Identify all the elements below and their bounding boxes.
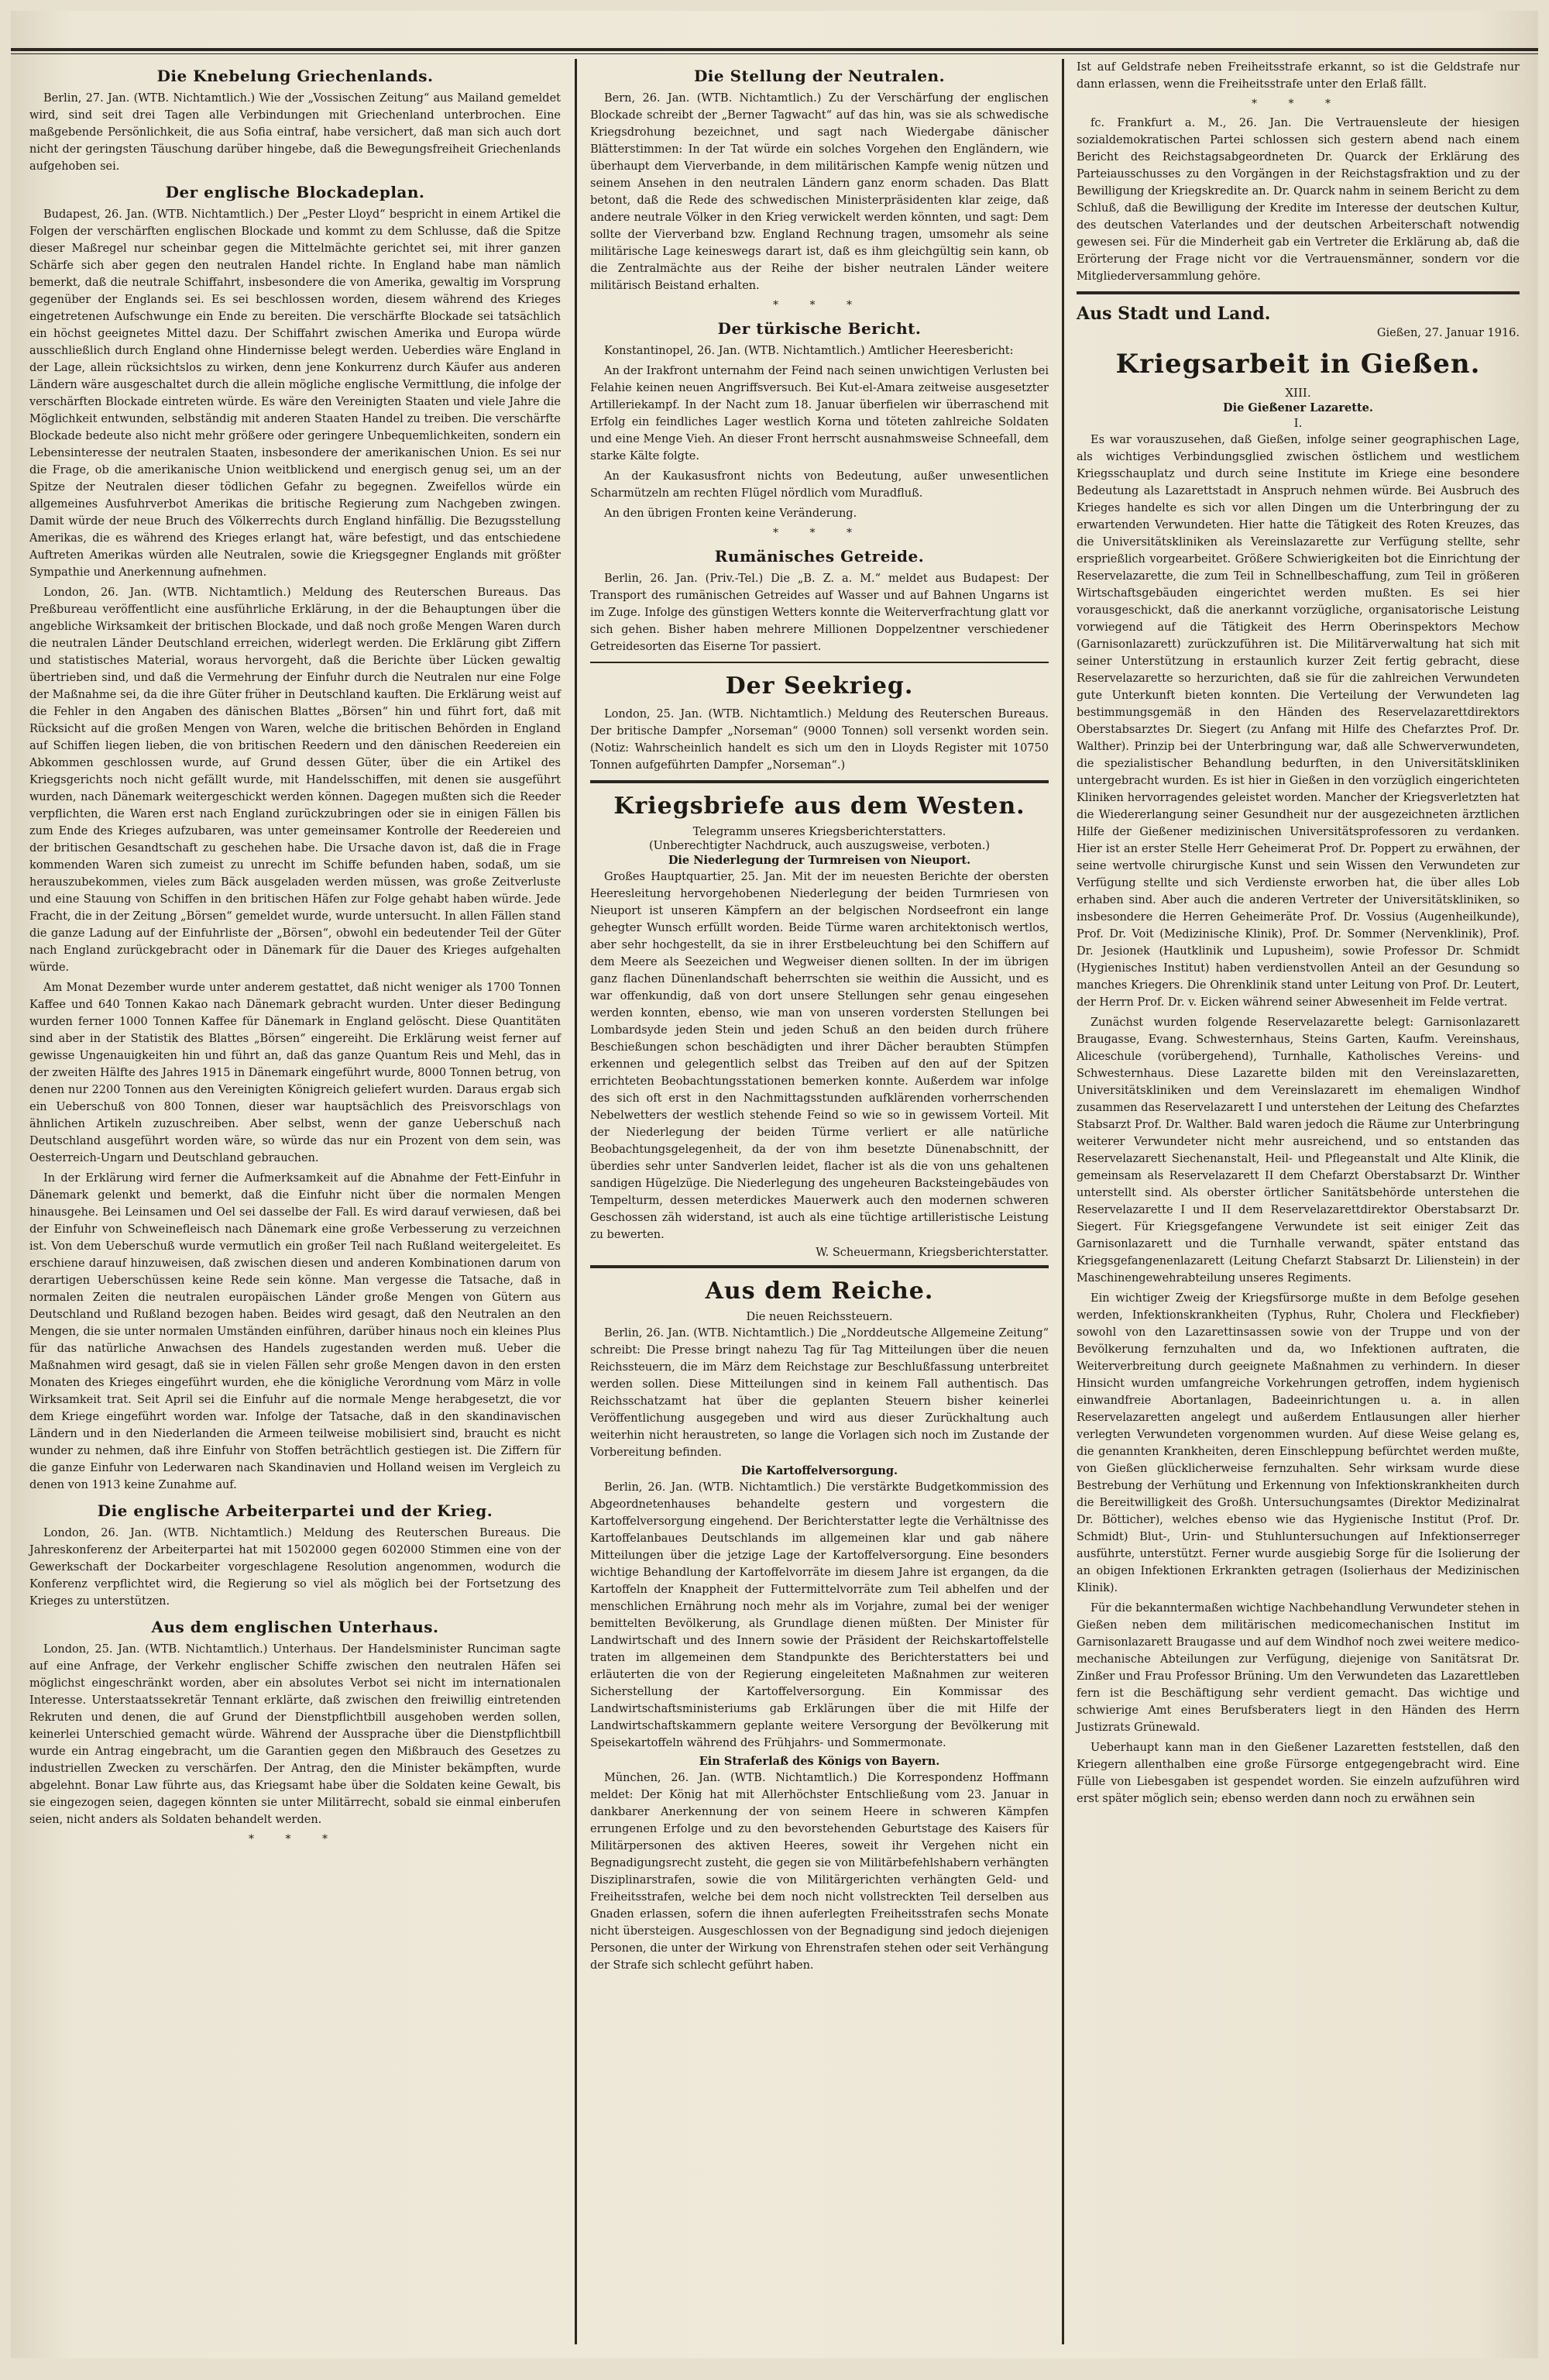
part-number: I. xyxy=(1293,416,1303,430)
section-rule xyxy=(590,662,1049,663)
article-paragraph: Berlin, 26. Jan. (Priv.-Tel.) Die „B. Z. a. M.“ meldet aus Budapest: Der Transport des rumänischen Getreides auf Wasser und auf Bahnen Ungarns ist im Zuge. Infolge des günstigen Wetters konnte die Weiterverfrachtung glatt vor sich gehen. Bisher haben mehrere Millionen Doppelzentner verschiedener Getreidesorten das Eiserne Tor passiert. xyxy=(590,573,1049,653)
section-headline: Kriegsarbeit in Gießen. xyxy=(1115,349,1481,380)
article-subheadline: Die Gießener Lazarette. xyxy=(1223,401,1373,414)
article-paragraph: London, 26. Jan. (WTB. Nichtamtlich.) Meldung des Reuterschen Bureaus. Das Preßbureau veröffentlicht eine ausführliche Erklärung, in der die Behauptungen über die angebliche Wirksamkeit der britischen Blockade, und daß noch große Mengen Waren durch die neutralen Länder Deutschland erreichen, widerlegt werden. Die Erklärung gibt Ziffern und statistisches Material, woraus hervorgeht, daß die Berichte über Lücken gewaltig übertrieben sind, und daß die Vermehrung der Einfuhr durch die Neutralen nur eine Folge der Maßnahme sei, da die ihre Güter früher in Deutschland kauften. Die Erklärung weist auf die Fehler in den Angaben des dänischen Blattes „Börsen“ hin und führt fort, daß mit Rücksicht auf die großen Mengen von Waren, welche die britischen Behörden in England auf Schiffen liegen lieben, die von britischen Reedern und den dänischen Reedereien ein Abkommen geschlossen wurde, auf Grund dessen Güter, über die ein Artikel des Kriegsgerichts noch nicht gefällt wurde, mit Handelsschiffen, mit denen sie ausgeführt wurden, nach Dänemark weitergeschickt werden können. Dagegen mußten sich die Reeder verpflichten, die Waren erst nach England zurückzubringen oder sie in einigen Fällen bis zum Ende des Krieges aufzubaren, was unter gemeinsamer Kontrolle der Reedereien und der britischen Gesandtschaft zu geschehen habe. Die Ursache davon ist, daß die in Frage kommenden Waren sich zumeist zu unrecht im Schiffe befunden haben, sodaß, um sie herauszubekommen, vieles zum Bäck ausgeladen werden müssen, was große Zeitverluste und eine Stauung von Schiffen in den britischen Häfen zur Folge gehabt haben würde. Jede Fracht, die in der Zeitung „Börsen“ gemeldet wurde, wurde untersucht. In allen Fällen stand die ganze Ladung auf der Einfuhrliste der „Börsen“, obwohl ein bedeutender Teil der Güter nach England zurückgebracht oder in Dänemark für die Dauer des Krieges aufgehalten würde. xyxy=(29,586,561,974)
article-paragraph: Es war vorauszusehen, daß Gießen, infolge seiner geographischen Lage, als wichtiges Verbindungsglied zwischen östlichem und westlichem Kriegsschauplatz und durch seine Institute im Kriege eine besondere Bedeutung als Lazarettstadt in Anspruch nehmen würde. Bei Ausbruch des Krieges handelte es sich vor allen Dingen um die Unterbringung der zu erwartenden Verwundeten. Hier hatte die Tätigkeit des Roten Kreuzes, das die Universitätskliniken als Vereinslazarette zur Verfügung stellte, sehr ersprießlich vorgearbeitet. Größere Schwierigkeiten bot die Einrichtung der Reservelazarette, die zum Teil in Schnellbeschaffung, zum Teil in größeren Wirtschaftsgebäuden eingerichtet werden mußten. Es sei hier vorausgeschickt, daß die anerkannt vorzügliche, organisatorische Leistung vorwiegend auf die Tätigkeit des Herrn Oberinspektors Mechow (Garnisonlazarett) zurückzuführen ist. Die Militärverwaltung hat sich mit seiner Unterstützung in erstaunlich kurzer Zeit fertig gebracht, diese Reservelazarette so herzurichten, daß sie für die zahlreichen Verwundeten gute Unterkunft bieten konnten. Die Verteilung der Verwundeten lag bestimmungsgemäß in den Händen des Reservelazarettdirektors Oberstabsarztes Dr. Siegert (zu Anfang mit Hilfe des Chefarztes Prof. Dr. Walther). Prinzip bei der Unterbringung war, daß alle Schwerverwundeten, die spezialistischer Behandlung bedurften, in den Universitätskliniken untergebracht wurden. Es ist hier in Gießen in den vorzüglich eingerichteten Kliniken hervorragendes geleistet worden. Mancher der Kriegsverletzten hat die Wiedererlangung seiner Gesundheit nur der ausgezeichneten ärztlichen Hilfe der Gießener medizinischen Universitätsprofessoren zu verdanken. Hier ist an erster Stelle Herr Geheimerat Prof. Dr. Poppert zu erwähnen, der seine wertvolle chirurgische Kunst und sein Wissen den Verwundeten zur Verfügung stellte und sich Verdienste erworben hat, die über alles Lob erhaben sind. Aber auch die anderen Vertreter der Universitätskliniken, so insbesondere die Herren Geheimeräte Prof. Dr. Vossius (Augenheilkunde), Prof. Dr. Voit (Medizinische Klinik), Prof. Dr. Sommer (Nervenklinik), Prof. Dr. Jesionek (Hautklinik und Lupusheim), sowie Professor Dr. Schmidt (Hygienisches Institut) haben verdienstvollen Anteil an der Gesundung so manches Kriegers. Die Ohrenklinik stand unter Leitung von Prof. Dr. Leutert, der Herrn Prof. Dr. v. Eicken während seiner Abwesenheit im Felde vertrat. xyxy=(1077,434,1520,1009)
article-paragraph: Ist auf Geldstrafe neben Freiheitsstrafe erkannt, so ist die Geldstrafe nur dann erlassen, wenn die Freiheitsstrafe unter den Erlaß fällt. xyxy=(1077,61,1520,91)
article-headline: Aus dem englischen Unterhaus. xyxy=(151,1618,439,1636)
article-paragraph: An der Irakfront unternahm der Feind nach seinen unwichtigen Verlusten bei Felahie keinen neuen Angriffsversuch. Bei Kut-el-Amara zeitweise ausgesetzter Artilleriekampf. In der Nacht zum 18. Januar überfielen wir überraschend mit Erfolg ein feindliches Lager westlich Korna und töteten zahlreiche Soldaten und eine Menge Vieh. An dieser Front herrscht ausnahmsweise Schneefall, dem starke Kälte folgte. xyxy=(590,365,1049,463)
section-rule xyxy=(590,1265,1049,1268)
article-paragraph: Großes Hauptquartier, 25. Jan. Mit der im neuesten Berichte der obersten Heeresleitung hervorgehobenen Niederlegung der beiden Turmriesen von Nieuport ist unseren Kämpfern an der belgischen Nordseefront ein lange gehegter Wunsch erfüllt worden. Beide Türme waren architektonisch wertlos, aber sehr hochgestellt, da sie in ihrer Erstbeleuchtung bei den Schiffern auf dem Meere als Seezeichen und Wegweiser dienen sollten. In der im übrigen ganz flachen Dünenlandschaft beherrschten sie weithin die Aussicht, und es war offenkundig, daß von dort unsere Stellungen sehr genau eingesehen werden konnten, ebenso, wie man von unseren vordersten Stellungen bei Lombardsyde jeden Stein und jeden Schuß an den beiden durch frühere Beschießungen schon beschädigten und ihrer Dächer beraubten Stümpfen erkennen und gelegentlich selbst das Treiben auf den auf der Spitzen errichteten Beobachtungsstationen bemerken konnte. Außerdem war infolge des sich oft erst in den Nachmittagsstunden aufklärenden vorherrschenden Nebelwetters der westlich stehende Feind so wie so in gewissem Vorteil. Mit der Niederlegung der beiden Türme verliert er alle natürliche Beobachtungsgelegenheit, da der von ihm besetzte Dünenabschnitt, der überdies sehr unter Sandverlen leidet, flacher ist als die von uns gehaltenen sandigen Hügelzüge. Die Niederlegung des ungeheuren Backsteingebäudes von Tempelturm, dessen meterdickes Mauerwerk auch den modernen schweren Geschossen zäh widerstand, ist auch als eine tüchtige artilleristische Leistung zu bewerten. xyxy=(590,871,1049,1241)
article-paragraph: München, 26. Jan. (WTB. Nichtamtlich.) Die Korrespondenz Hoffmann meldet: Der König hat mit Allerhöchster Entschließung vom 23. Januar in dankbarer Anerkennung der von seinem Heere in schweren Kämpfen errungenen Erfolge und zu den bevorstehenden Geburtstage des Kaisers für Militärpersonen des aktiven Heeres, soweit ihr Vergehen nicht ein Begnadigungsrecht zusteht, die gegen sie von Militärbefehlshabern verhängten Disziplinarstrafen, sowie die von Militärgerichten verhängten Geld- und Freiheitsstrafen, welche bei dem noch nicht vollstreckten Teil derselben aus Gnaden erlassen, sofern die ihnen auferlegten Freiheitsstrafen sechs Monate nicht übersteigen. Ausgeschlossen von der Begnadigung sind jedoch diejenigen Personen, die unter der Wirkung von Ehrenstrafen stehen oder seit Verhängung der Strafe sich schlecht geführt haben. xyxy=(590,1772,1049,1972)
separator-stars: * * * xyxy=(773,527,866,539)
article-paragraph: Konstantinopel, 26. Jan. (WTB. Nichtamtlich.) Amtlicher Heeresbericht: xyxy=(604,345,1014,357)
article-paragraph: Zunächst wurden folgende Reservelazarette belegt: Garnisonlazarett Braugasse, Evang. Schwesternhaus, Steins Garten, Kaufm. Vereinshaus, Aliceschule (vorübergehend), Turnhalle, Katholisches Vereins- und Schwesternhaus. Diese Lazarette bilden mit den Vereinslazaretten, Universitätskliniken und dem Vereinslazarett im ehemaligen Windhof zusammen das Reservelazarett I und unterstehen der Leitung des Chefarztes Stabsarzt Prof. Dr. Walther. Bald waren jedoch die Räume zur Unterbringung weiterer Verwundeter nicht mehr ausreichend, und so entstanden das Reservelazarett Siechenanstalt, Heil- und Pflegeanstalt und Alte Klinik, die gemeinsam als Reservelazarett II dem Chefarzt Oberstabsarzt Dr. Winther unterstellt sind. Als oberster örtlicher Sanitätsbehörde unterstehen die Reservelazarette I und II dem Reservelazarettdirektor Oberstabsarzt Dr. Siegert. Für Kriegsgefangene Verwundete ist seit einiger Zeit das Garnisonlazarett und die Turnhalle verwandt, später entstand das Kriegsgefangenenlazarett (Leitung Chefarzt Stabsarzt Dr. Lilienstein) in der Maschinengewehrabteilung unseres Regiments. xyxy=(1077,1016,1520,1285)
article-paragraph: Ein wichtiger Zweig der Kriegsfürsorge mußte in dem Befolge gesehen werden, Infektionskrankheiten (Typhus, Ruhr, Cholera und Fleckfieber) sowohl von den Lazarettinsassen sowie von der Truppe und von der Bevölkerung fernzuhalten und da, wo Infektionen auftraten, die Weiterverbreitung durch geeignete Maßnahmen zu verhindern. In dieser Hinsicht wurden umfangreiche Vorkehrungen getroffen, indem hygienisch einwandfreie Abortanlagen, Badeeinrichtungen u. a. in allen Reservelazaretten angelegt und außerdem Entlausungen aller hierher verlegten Verwundeten vorgenommen wurden. Auf diese Weise gelang es, die genannten Krankheiten, deren Einschleppung befürchtet werden mußte, von Gießen glücklicherweise fernzuhalten. Sehr wirksam wurde diese Bestrebung der Verhütung und Erkennung von Infektionskrankheiten durch die Bereitwilligkeit des Großh. Untersuchungsamtes (Direktor Medizinalrat Dr. Bötticher), welches ebenso wie das Hygienische Institut (Prof. Dr. Schmidt) Blut-, Urin- und Stuhluntersuchungen auf Infektionserreger ausführte, unterstützt. Ferner wurde ausgiebig Sorge für die Isolierung der an obigen Infektionen Erkrankten getragen (Isolierhaus der Medizinischen Klinik). xyxy=(1077,1292,1520,1594)
article-subheadline: Die Niederlegung der Turmreisen von Nieuport. xyxy=(668,854,971,867)
article-subheadline: Die neuen Reichssteuern. xyxy=(746,1311,893,1323)
article-paragraph: Am Monat Dezember wurde unter anderem gestattet, daß nicht weniger als 1700 Tonnen Kaffee und 640 Tonnen Kakao nach Dänemark gebracht wurden. Unter dieser Bedingung wurden ferner 1000 Tonnen Kaffee für Dänemark in England gelöscht. Diese Quantitäten sind aber in der Statistik des Blattes „Börsen“ eingereiht. Die Erklärung weist ferner auf gewisse Ungenauigkeiten hin und führt an, daß das ganze Quantum Reis und Mehl, das in der zweiten Hälfte des Jahres 1915 in Dänemark eingeführt wurde, 8000 Tonnen betrug, von denen nur 2200 Tonnen aus den Vereinigten Königreich geliefert wurden. Daraus ergab sich ein Ueberschuß von 800 Tonnen, dieser war hauptsächlich des Preisvorschlags von ähnlichen Artikeln zuzuschreiben. Aber selbst, wenn der ganze Ueberschuß nach Deutschland ausgeführt worden wäre, so würde das nur ein Prozent von dem sein, was Oesterreich-Ungarn und Deutschland gebrauchen. xyxy=(29,982,561,1164)
article-paragraph: Für die bekanntermaßen wichtige Nachbehandlung Verwundeter stehen in Gießen neben dem militärischen medicomechanischen Institut im Garnisonlazarett Braugasse und auf dem Windhof noch zwei weitere medico-mechanische Abteilungen zur Verfügung, diejenige von Sanitätsrat Dr. Zinßer und Frau Professor Brüning. Um den Verwundeten das Lazarettleben fern ist die Beschäftigung sehr verdient gemacht. Das wichtige und schwierige Amt eines Berufsberaters liegt in den Händen des Herrn Justizrats Grünewald. xyxy=(1077,1602,1520,1734)
article-paragraph: An der Kaukasusfront nichts von Bedeutung, außer unwesentlichen Scharmützeln am rechten Flügel nördlich vom Muradfluß. xyxy=(590,470,1049,500)
article-paragraph: London, 26. Jan. (WTB. Nichtamtlich.) Meldung des Reuterschen Bureaus. Die Jahreskonferenz der Arbeiterpartei hat mit 1502000 gegen 602000 Stimmen eine von der Gewerkschaft der Dockarbeiter vorgeschlagene Resolution angenommen, wodurch die Konferenz verpflichtet wird, die Regierung so viel als möglich bei der Fortsetzung des Krieges zu unterstützen. xyxy=(29,1527,561,1608)
section-title-bar xyxy=(1077,304,1520,324)
masthead-rule xyxy=(11,48,1538,51)
column-rule xyxy=(575,59,577,2344)
article-headline: Der türkische Bericht. xyxy=(717,319,922,338)
section-rule xyxy=(1077,291,1520,294)
article-paragraph: Berlin, 26. Jan. (WTB. Nichtamtlich.) Die „Norddeutsche Allgemeine Zeitung“ schreibt: Die Presse bringt nahezu Tag für Tag Mitteilungen über die neuen Reichssteuern, die im März dem Reichstage zur Beschlußfassung unterbreitet werden sollen. Diese Mitteilungen sind in keinem Fall authentisch. Das Reichsschatzamt hat über die geplanten Steuern bisher keinerlei Veröffentlichung ausgegeben und wird aus dieser Zurückhaltung auch weiterhin nicht heraustreten, so lange die Vorlagen sich noch im Zustande der Vorbereitung befinden. xyxy=(590,1327,1049,1459)
article-headline: Die Knebelung Griechenlands. xyxy=(156,67,434,85)
article-paragraph: Ueberhaupt kann man in den Gießener Lazaretten feststellen, daß den Kriegern allenthalben eine große Fürsorge entgegengebracht wird. Eine Fülle von Liebesgaben ist gespendet worden. Sie einzeln aufzuführen wird erst später möglich sein; ebenso werden dann noch zu erwähnen sein xyxy=(1077,1742,1520,1805)
series-number: XIII. xyxy=(1285,386,1311,400)
article-subheadline: Die Kartoffelversorgung. xyxy=(740,1464,898,1477)
article-paragraph: London, 25. Jan. (WTB. Nichtamtlich.) Meldung des Reuterschen Bureaus. Der britische Dampfer „Norseman“ (9000 Tonnen) soll versenkt worden sein. (Notiz: Wahrscheinlich handelt es sich um den in Lloyds Register mit 10750 Tonnen aufgeführten Dampfer „Norseman“.) xyxy=(590,708,1049,772)
column-1 xyxy=(19,59,572,2347)
article-headline: Rumänisches Getreide. xyxy=(714,547,925,566)
article-paragraph: London, 25. Jan. (WTB. Nichtamtlich.) Unterhaus. Der Handelsminister Runciman sagte auf eine Anfrage, der Verkehr englischer Schiffe zwischen den neutralen Häfen sei möglichst eingeschränkt worden, aber ein absolutes Verbot sei nicht im internationalen Interesse. Unterstaatssekretär Tennant erklärte, daß zwischen den freiwillig eintretenden Rekruten und denen, die auf Grund der Dienstpflichtbill ausgehoben werden sollen, keinerlei Unterschied gemacht würde. Während der Aussprache über die Dienstpflichtbill wurde ein Antrag eingebracht, um die Garantien gegen den Mißbrauch des Gesetzes zu industriellen Zwecken zu verschärfen. Der Antrag, den die Minister bekämpften, wurde abgelehnt. Bonar Law führte aus, das Kriegsamt habe über die Soldaten keine Gewalt, bis sie eingezogen seien, dagegen könnten sie unter Militärrecht, sobald sie einmal einberufen seien, nicht anders als Soldaten behandelt werden. xyxy=(29,1643,561,1826)
article-headline: Die englische Arbeiterpartei und der Krieg. xyxy=(97,1501,493,1520)
separator-stars: * * * xyxy=(249,1833,342,1845)
section-headline: Kriegsbriefe aus dem Westen. xyxy=(613,793,1025,820)
article-paragraph: In der Erklärung wird ferner die Aufmerksamkeit auf die Abnahme der Fett-Einfuhr in Dänemark gelenkt und bemerkt, daß die Einfuhr nicht über die normalen Mengen hinausgehe. Bei Leinsamen und Oel sei dasselbe der Fall. Es wird darauf verwiesen, daß bei der Einfuhr von Schweinefleisch nach Dänemark eine große Verbesserung zu verzeichnen ist. Von dem Ueberschuß wurde vermutlich ein großer Teil nach Rußland weitergeleitet. Es erschiene darauf hinzuweisen, daß zwischen diesen und anderen Kombinationen darum von derartigen Ueberschüssen keine Rede sein könne. Man vergesse die Tatsache, daß in normalen Zeiten die neutralen europäischen Länder große Mengen von Gütern aus Deutschland und Rußland bezogen haben. Beides wird gesagt, daß den Neutralen an den Mengen, die sie unter normalen Umständen einführen, darüber hinaus noch ein kleines Plus für das natürliche Anwachsen des Handels zugestanden werden muß. Ueber die Maßnahmen wird gesagt, daß sie in vielen Fällen sehr große Mengen davon in den ersten Monaten des Krieges eingeführt wurden, ehe die königliche Verordnung vom März in volle Wirksamkeit trat. Seit April sei die Einfuhr auf die normale Menge herabgesetzt, die vor dem Kriege eingeführt worden war. Infolge der Tatsache, daß in den skandinavischen Ländern und in den Niederlanden die Armeen teilweise mobilisiert sind, braucht es nicht wunder zu nehmen, daß ihre Einfuhr von Stoffen beträchtlich gestiegen ist. Die Ziffern für die ganze Einfuhr von Lederwaren nach Skandinavien und Holland weisen im Vergleich zu denen von 1913 keine Zunahme auf. xyxy=(29,1172,561,1491)
column-rule xyxy=(1062,59,1064,2344)
masthead-rule-thin xyxy=(11,53,1538,54)
article-paragraph: An den übrigen Fronten keine Veränderung. xyxy=(604,507,857,520)
article-notice: (Unberechtigter Nachdruck, auch auszugsweise, verboten.) xyxy=(649,840,990,852)
column-2 xyxy=(579,59,1060,2347)
separator-stars: * * * xyxy=(1252,98,1345,110)
separator-stars: * * * xyxy=(773,299,866,311)
article-paragraph: Bern, 26. Jan. (WTB. Nichtamtlich.) Zu der Verschärfung der englischen Blockade schreibt der „Berner Tagwacht“ auf das hin, was sie als schwedische Kriegsdrohung bezeichnet, und sagt nach Wiedergabe dänischer Blätterstimmen: In der Tat würde ein solches Vorgehen den Engländern, wie überhaupt dem Vierverbande, in dem militärischen Kampfe wenig nützen und seinem Ansehen in den neutralen Ländern ganz enorm schaden. Das Blatt betont, daß die Rede des schwedischen Ministerpräsidenten klar zeige, daß andere neutrale Völker in den Krieg verwickelt werden könnten, und sagt: Dem sollte der Vierverband bzw. England Rechnung tragen, umsomehr als seine militärische Lage keineswegs darart ist, daß es ihm gleichgültig sein kann, ob die Zentralmächte aus der Reihe der bisher neutralen Länder weitere militärisch Beistand erhalten. xyxy=(590,92,1049,292)
section-title: Aus Stadt und Land. xyxy=(1077,304,1271,324)
column-3 xyxy=(1066,59,1530,2347)
article-paragraph: fc. Frankfurt a. M., 26. Jan. Die Vertrauensleute der hiesigen sozialdemokratischen Partei schlossen sich gestern abend nach einem Bericht des Reichstagsabgeordneten Dr. Quarck der Erklärung des Parteiausschusses zu den Vorgängen in der Reichstagsfraktion und zu der Bewilligung der Kriegskredite an. Dr. Quarck nahm in seinem Bericht zu dem Schluß, daß die Bewilligung der Kredite im Interesse der deutschen Kultur, des deutschen Vaterlandes und der deutschen Arbeiterschaft notwendig gewesen sei. Für die Minderheit gab ein Vertreter die Erklärung ab, daß die Erörterung der Frage nicht vor die Vertrauensmänner, sondern vor die Mitgliederversammlung gehöre. xyxy=(1077,117,1520,283)
article-headline: Die Stellung der Neutralen. xyxy=(693,67,946,85)
section-headline: Aus dem Reiche. xyxy=(705,1278,934,1305)
article-byline: W. Scheuermann, Kriegsberichterstatter. xyxy=(816,1247,1049,1259)
dateline: Gießen, 27. Januar 1916. xyxy=(1376,327,1520,339)
article-paragraph: Berlin, 27. Jan. (WTB. Nichtamtlich.) Wie der „Vossischen Zeitung“ aus Mailand gemeldet wird, sind seit drei Tagen alle Verbindungen mit Griechenland unterbrochen. Eine maßgebende Persönlichkeit, die aus Sofia eintraf, habe versichert, daß man sich auch dort nicht der geringsten Täuschung darüber hingebe, daß die Bewegungsfreiheit Griechenlands aufgehoben sei. xyxy=(29,92,561,173)
article-paragraph: Berlin, 26. Jan. (WTB. Nichtamtlich.) Die verstärkte Budgetkommission des Abgeordnetenhauses behandelte gestern und vorgestern die Kartoffelversorgung eingehend. Der Berichterstatter legte die Verhältnisse des Kartoffelanbaues Deutschlands im allgemeinen klar und gab nähere Mitteilungen über die jetzige Lage der Kartoffelversorgung. Eine besonders wichtige Behandlung der Kartoffelvorräte im diesem Jahre ist ergangen, da die Kartoffeln der Knappheit der Futtermittelvorräte zum Teil abhelfen und der menschlichen Ernährung noch mehr als im Vorjahre, zumal bei der weniger bemittelten Bevölkerung, als Grundlage dienen müßten. Der Minister für Landwirtschaft und des Innern sowie der Präsident der Reichskartoffelstelle traten im allgemeinen dem Standpunkte des Berichterstatters bei und erläuterten die von der Regierung eingeleiteten Maßnahmen zur weiteren Sicherstellung der Kartoffelversorgung. Ein Kommissar des Landwirtschaftsministeriums gab Erklärungen über die mit Hilfe der Landwirtschaftskammern geplante weitere Versorgung der Bevölkerung mit Speisekartoffeln während des Frühjahrs- und Sommermonate. xyxy=(590,1481,1049,1749)
article-headline: Der englische Blockadeplan. xyxy=(165,183,425,201)
section-rule xyxy=(590,780,1049,783)
section-headline: Der Seekrieg. xyxy=(725,672,914,700)
article-subheadline: Telegramm unseres Kriegsberichterstatters. xyxy=(692,826,946,838)
newspaper-page xyxy=(11,11,1538,2358)
article-subheadline: Ein Straferlaß des Königs von Bayern. xyxy=(699,1755,940,1768)
article-paragraph: Budapest, 26. Jan. (WTB. Nichtamtlich.) Der „Pester Lloyd“ bespricht in einem Artikel die Folgen der verschärften englischen Blockade und kommt zu dem Schlusse, daß die Spitze dieser Maßregel nur scheinbar gegen die Mittelmächte gerichtet sei, mit ihrer ganzen Schärfe sich aber gegen den neutralen Handel richte. In England habe man nämlich bemerkt, daß die neutrale Schiffahrt, insbesondere die von Amerika, gewaltig im Vorsprung gegenüber der Englands sei. Es sei beschlossen worden, diesem während des Krieges eingetretenen Aufschwunge ein Ende zu bereiten. Die verschärfte Blockade sei tatsächlich ein höchst geeignetes Mittel dazu. Der Schiffahrt zwischen Amerika und Europa würde ausschließlich durch England ohne Hindernisse belegt werden. Ueberdies wäre England in der Lage, allein rücksichtslos zu wirken, denn jene Konkurrenz durch Käufer aus anderen Ländern wäre ausgeschaltet durch die allein mögliche englische Vermittlung, die infolge der verschärften Blockade eintreten würde. Es wäre den Vereinigten Staaten und viele Jahre die Möglichkeit entwunden, selbständig mit anderen Staaten Handel zu treiben. Die verschärfte Blockade bedeute also nicht mehr größere oder geringere Unbequemlichkeiten, sondern ein Lebensinteresse der neutralen Staaten, insbesondere der amerikanischen Union. Es sei nur die Frage, ob die amerikanische Union weitblickend und energisch genug sei, um an der Spitze der Neutralen dieser tödlichen Gefahr zu begegnen. Zweifellos würde ein allgemeines Ausfuhrverbot Amerikas die britische Regierung zum Nachgeben zwingen. Damit würde der neue Bruch des Völkerrechts durch England hinfällig. Die Bezugsstellung Amerikas, die es während des Krieges erlangt hat, wäre befestigt, und das entschiedene Auftreten Amerikas würden alle Neutralen, sowie die Kriegsgegner Englands mit größter Sympathie und Anerkennung aufnehmen. xyxy=(29,208,561,579)
